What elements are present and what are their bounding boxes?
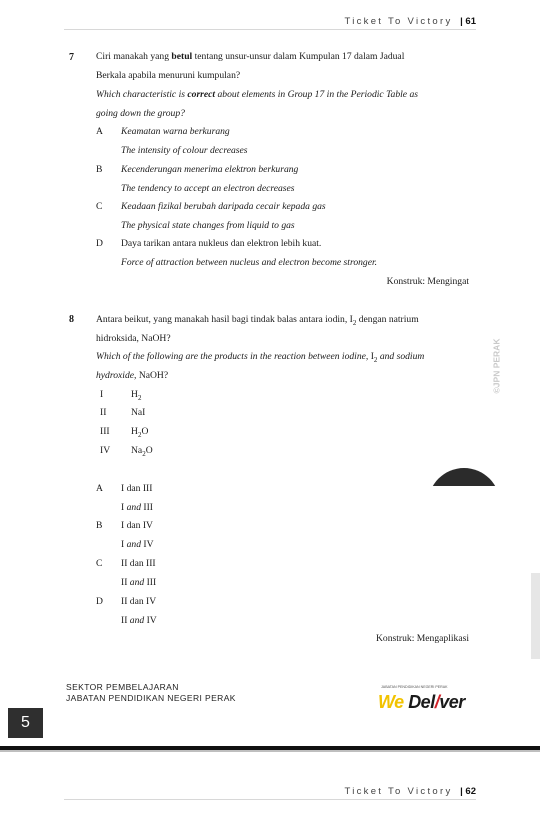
q7-stem-en-line2: going down the group?	[96, 108, 185, 119]
option-text-en: II and III	[121, 577, 157, 588]
page-header-62: Ticket To Victory | 62	[344, 786, 476, 797]
floating-overlay-button[interactable]	[428, 468, 500, 486]
option-text-ms: Keamatan warna berkurang	[121, 126, 230, 137]
option-text-en: Force of attraction between nucleus and electron become stronger.	[121, 257, 378, 268]
q7-stem-ms-line2: Berkala apabila menuruni kumpulan?	[96, 70, 241, 81]
product-formula: $H_2$	[131, 389, 142, 402]
page-separator-shadow	[0, 750, 540, 752]
option-letter: B	[96, 164, 103, 175]
footer-sector-label: SEKTOR PEMBELAJARAN	[66, 682, 179, 692]
q8-construct: Konstruk: Mengaplikasi	[376, 633, 469, 644]
option-text-en: The physical state changes from liquid to gas	[121, 220, 295, 231]
roman-numeral: IV	[100, 445, 111, 456]
logo-caption: JABATAN PENDIDIKAN NEGERI PERAK	[381, 685, 448, 689]
header-page-number: 61	[465, 16, 476, 27]
option-text-ms: Daya tarikan antara nukleus dan elektron lebih kuat.	[121, 238, 322, 249]
option-text-en: II and IV	[121, 615, 157, 626]
q7-stem-ms-line1: Ciri manakah yang betul tentang unsur-unsur dalam Kumpulan 17 dalam Jadual	[96, 51, 405, 62]
option-text-en: I and III	[121, 502, 153, 513]
q7-stem-en-line1: Which characteristic is correct about elements in Group 17 in the Periodic Table as	[96, 89, 418, 100]
jpn-perak-watermark	[488, 336, 506, 396]
scrollbar-track[interactable]	[531, 573, 540, 659]
product-formula: $H_2O$	[131, 426, 149, 439]
option-text-ms: I dan IV	[121, 520, 153, 531]
footer-department-label: JABATAN PENDIDIKAN NEGERI PERAK	[66, 693, 236, 703]
q8-stem-ms-line2: hidroksida, NaOH?	[96, 333, 171, 344]
q7-construct: Konstruk: Mengingat	[386, 276, 469, 287]
option-text-en: The intensity of colour decreases	[121, 145, 248, 156]
header-page-number: 62	[465, 786, 476, 797]
header-rule	[64, 29, 476, 30]
page-number-badge[interactable]: 5	[8, 708, 43, 738]
header-title: Ticket To Victory	[344, 786, 453, 797]
roman-numeral: II	[100, 407, 107, 418]
header-rule	[64, 799, 476, 800]
roman-numeral: I	[100, 389, 104, 400]
question-8-number: 8	[69, 314, 74, 325]
option-letter: D	[96, 596, 103, 607]
q8-stem-en-line1: Which of the following are the products in the reaction between iodine, $I_2$ and sodium	[96, 351, 425, 364]
roman-numeral: III	[100, 426, 110, 437]
option-letter: B	[96, 520, 103, 531]
option-text-ms: I dan III	[121, 483, 153, 494]
option-letter: A	[96, 126, 103, 137]
question-7-number: 7	[69, 52, 74, 63]
page-header-61: Ticket To Victory | 61	[344, 16, 476, 27]
option-text-ms: Keadaan fizikal berubah daripada cecair kepada gas	[121, 201, 326, 212]
q8-stem-en-line2: hydroxide, NaOH?	[96, 370, 169, 381]
svg-text:©JPN PERAK: ©JPN PERAK	[491, 338, 502, 394]
logo-wordmark: We Del/ver	[378, 692, 465, 712]
q8-stem-ms-line1: Antara beikut, yang manakah hasil bagi tindak balas antara iodin, $I_2$ dengan natrium	[96, 314, 419, 327]
option-text-en: I and IV	[121, 539, 154, 550]
option-text-ms: II dan IV	[121, 596, 157, 607]
option-letter: C	[96, 558, 103, 569]
we-deliver-logo	[378, 685, 476, 715]
header-title: Ticket To Victory	[344, 16, 453, 27]
option-letter: C	[96, 201, 103, 212]
option-text-ms: Kecenderungan menerima elektron berkurang	[121, 164, 299, 175]
option-letter: D	[96, 238, 103, 249]
product-formula: $Na_2O$	[131, 445, 153, 458]
option-text-en: The tendency to accept an electron decreases	[121, 183, 295, 194]
option-text-ms: II dan III	[121, 558, 156, 569]
option-letter: A	[96, 483, 103, 494]
product-formula: NaI	[131, 407, 146, 418]
